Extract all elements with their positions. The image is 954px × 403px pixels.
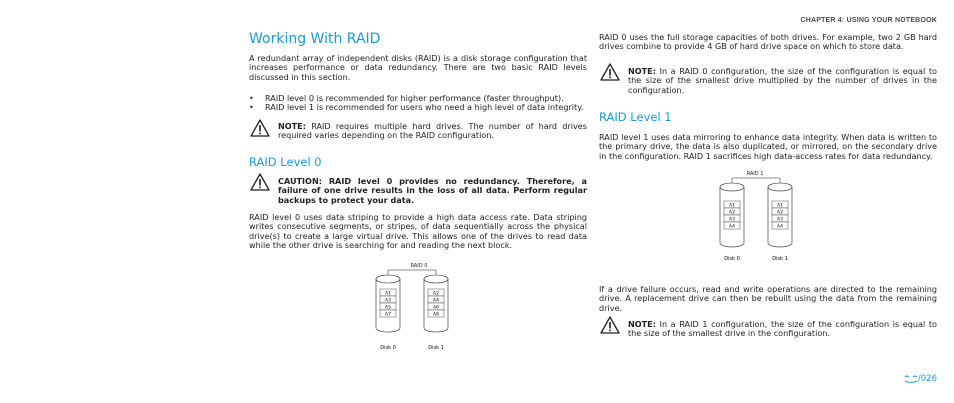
note-label: NOTE: xyxy=(628,66,656,76)
chapter-header: CHAPTER 4: USING YOUR NOTEBOOK xyxy=(800,17,937,24)
raid0-capacity-paragraph: RAID 0 uses the full storage capacities of both drives. For example, two 2 GB hard drives combine to provide 4 GB of hard drive space on which to store data. xyxy=(599,32,937,52)
intro-paragraph: A redundant array of independent disks (RAID) is a disk storage configuration that increases performance or data redundancy. There are two basic RAID levels discussed in this section. xyxy=(249,53,587,82)
disk1-block: A4 xyxy=(433,298,439,304)
disk0-block: A1 xyxy=(385,291,391,297)
disk0-block: A7 xyxy=(385,312,391,318)
warning-icon xyxy=(600,63,620,81)
note-body: In a RAID 1 configuration, the size of the configuration is equal to the size of the smallest drive in the configuration. xyxy=(628,319,937,339)
disk-0-cylinder xyxy=(720,183,744,247)
note-body: In a RAID 0 configuration, the size of the configuration is equal to the size of the smallest drive multiplied by the number of drives in the configuration. xyxy=(628,66,937,95)
disk0-block: A2 xyxy=(729,210,735,216)
raid1-bracket xyxy=(732,178,780,183)
raid1-diagram-svg xyxy=(718,167,813,265)
disk1-block: A6 xyxy=(433,305,439,311)
note-text xyxy=(278,122,587,141)
disk1-block: A1 xyxy=(777,203,783,209)
note-text xyxy=(628,320,937,339)
raid0-diagram-title: RAID 0 xyxy=(410,263,428,269)
disk1-block: A4 xyxy=(777,224,783,230)
raid0-heading: RAID Level 0 xyxy=(249,155,322,169)
warning-icon xyxy=(600,316,620,334)
disk0-block: A5 xyxy=(385,305,391,311)
page-number: /026 xyxy=(904,374,937,384)
disk0-block: A3 xyxy=(729,217,735,223)
warning-icon xyxy=(250,173,270,191)
drive-failure-paragraph: If a drive failure occurs, read and write operations are directed to the remaining drive. A replacement drive can then be rebuilt using the data from the remaining drive. xyxy=(599,284,937,313)
bullet-text: RAID level 1 is recommended for users who need a high level of data integrity. xyxy=(265,102,584,112)
disk0-block: A4 xyxy=(729,224,735,230)
disk-0-cylinder xyxy=(376,275,400,332)
disk0-label: Disk 0 xyxy=(724,256,740,262)
alienware-logo-icon xyxy=(904,375,918,383)
bullet-dot: • xyxy=(249,93,254,103)
raid1-diagram xyxy=(718,167,813,265)
disk1-block: A8 xyxy=(433,312,439,318)
bullet-text: RAID level 0 is recommended for higher performance (faster throughput). xyxy=(265,93,564,103)
disk1-label: Disk 1 xyxy=(772,256,788,262)
note-label: NOTE: xyxy=(628,319,656,329)
disk-1-cylinder xyxy=(768,183,792,247)
note-body: RAID requires multiple hard drives. The number of hard drives required varies depending on the RAID configuration. xyxy=(278,121,587,141)
raid0-bracket xyxy=(388,270,436,275)
note-text xyxy=(628,67,937,95)
disk0-label: Disk 0 xyxy=(380,345,396,351)
caution-text: CAUTION: RAID level 0 provides no redundancy. Therefore, a failure of one drive results in the loss of all data. Perform regular backups to protect your data. xyxy=(278,176,587,205)
raid0-diagram xyxy=(374,259,469,354)
disk-1-cylinder xyxy=(424,275,448,332)
page-title: Working With RAID xyxy=(249,31,381,47)
raid0-body: RAID level 0 uses data striping to provide a high data access rate. Data striping writes consecutive segments, or stripes, of data sequentially across the physical drive(s) to create a large virtual drive. This allows one of the drives to read data while the other drive is searching for and reading the next block. xyxy=(249,212,587,251)
raid0-diagram-svg xyxy=(374,259,469,354)
disk0-block: A1 xyxy=(729,203,735,209)
raid1-body: RAID level 1 uses data mirroring to enhance data integrity. When data is written to the primary drive, the data is also duplicated, or mirrored, on the secondary drive in the configuration. RAID 1 sacrifices high data-access rates for data redundancy. xyxy=(599,132,937,161)
raid1-diagram-title: RAID 1 xyxy=(746,171,764,177)
note-label: NOTE: xyxy=(278,121,306,131)
disk1-label: Disk 1 xyxy=(428,345,444,351)
disk0-block: A3 xyxy=(385,298,391,304)
raid1-heading: RAID Level 1 xyxy=(599,110,672,124)
disk1-block: A3 xyxy=(777,217,783,223)
disk1-block: A2 xyxy=(433,291,439,297)
disk1-block: A2 xyxy=(777,210,783,216)
page-number-value: 026 xyxy=(920,374,937,384)
warning-icon xyxy=(250,119,270,137)
bullet-dot: • xyxy=(249,102,254,112)
